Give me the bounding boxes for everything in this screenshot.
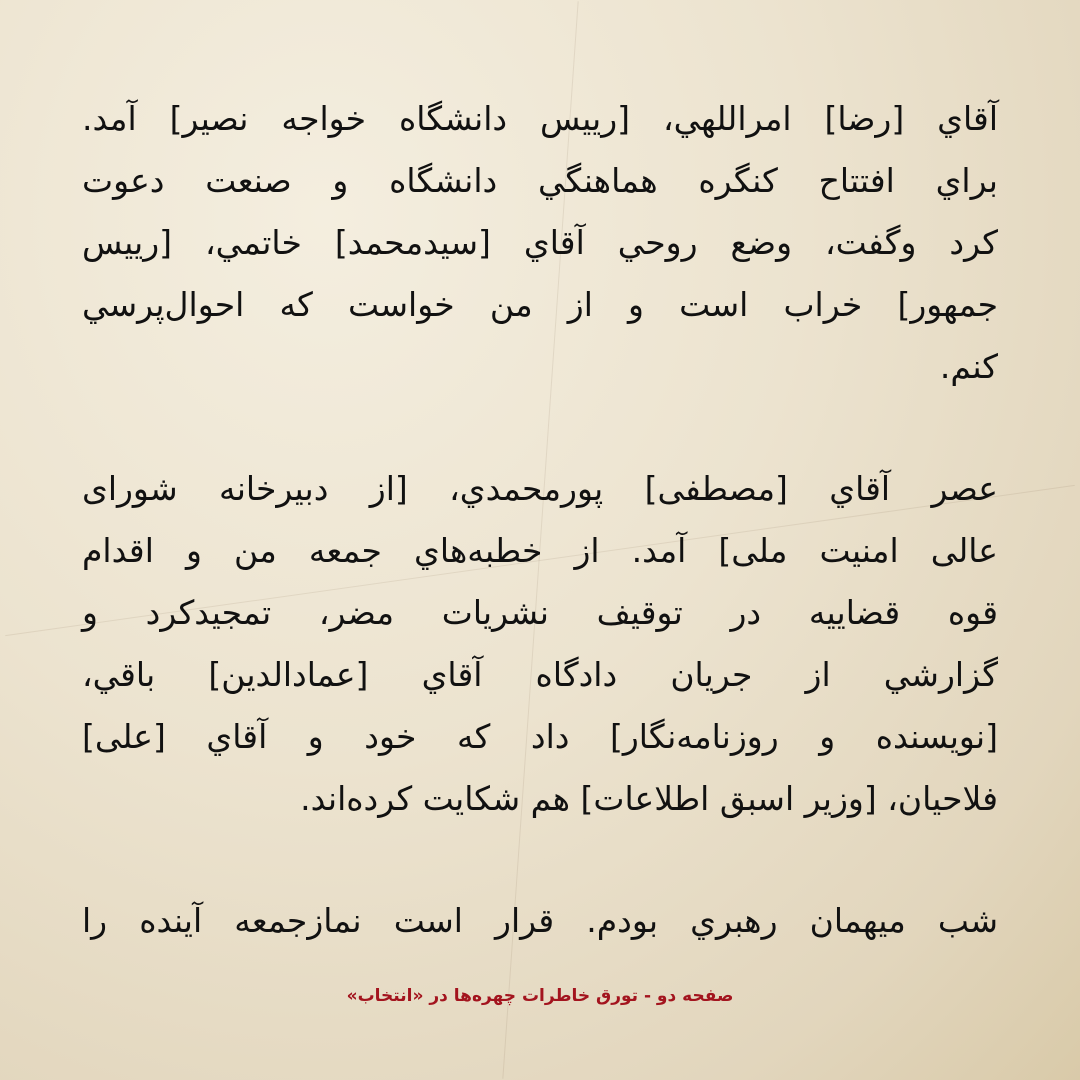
text-line: شب ميهمان رهبري بودم. قرار است نمازجمعه آينده را <box>82 901 998 940</box>
footer-caption: صفحه دو - تورق خاطرات چهره‌ها در «انتخاب» <box>346 986 734 1006</box>
text-line: [نويسنده و روزنامه‌نگار] داد كه خود و آقاي [علی] <box>82 717 998 756</box>
text-line: فلاحيان، [وزير اسبق اطلاعات] هم شكايت كرده‌اند. <box>300 779 998 818</box>
text-line: عصر آقاي [مصطفی] پورمحمدي، [از دبيرخانه شورای <box>82 469 998 508</box>
text-line: قوه قضاييه در توقيف نشريات مضر، تمجيدكرد و <box>82 593 998 632</box>
paragraph-3 <box>82 890 998 952</box>
text-line: كرد وگفت، وضع روحي آقاي [سيدمحمد] خاتمي، [رييس <box>82 223 998 262</box>
text-line: براي افتتاح كنگره هماهنگي دانشگاه و صنعت دعوت <box>82 161 998 200</box>
text-line: كنم. <box>939 347 998 386</box>
text-line: جمهور] خراب است و از من خواست كه احوال‌پرسي <box>82 285 998 324</box>
document-body <box>82 88 998 1012</box>
text-line: گزارشي از جريان دادگاه آقاي [عمادالدين] باقي، <box>82 655 998 694</box>
paragraph-1 <box>82 88 998 398</box>
text-line: عالی امنيت ملی] آمد. از خطبه‌هاي جمعه من و اقدام <box>82 531 998 570</box>
paragraph-2 <box>82 458 998 830</box>
text-line: آقاي [رضا] امراللهي، [رييس دانشگاه خواجه نصير] آمد. <box>82 99 998 138</box>
